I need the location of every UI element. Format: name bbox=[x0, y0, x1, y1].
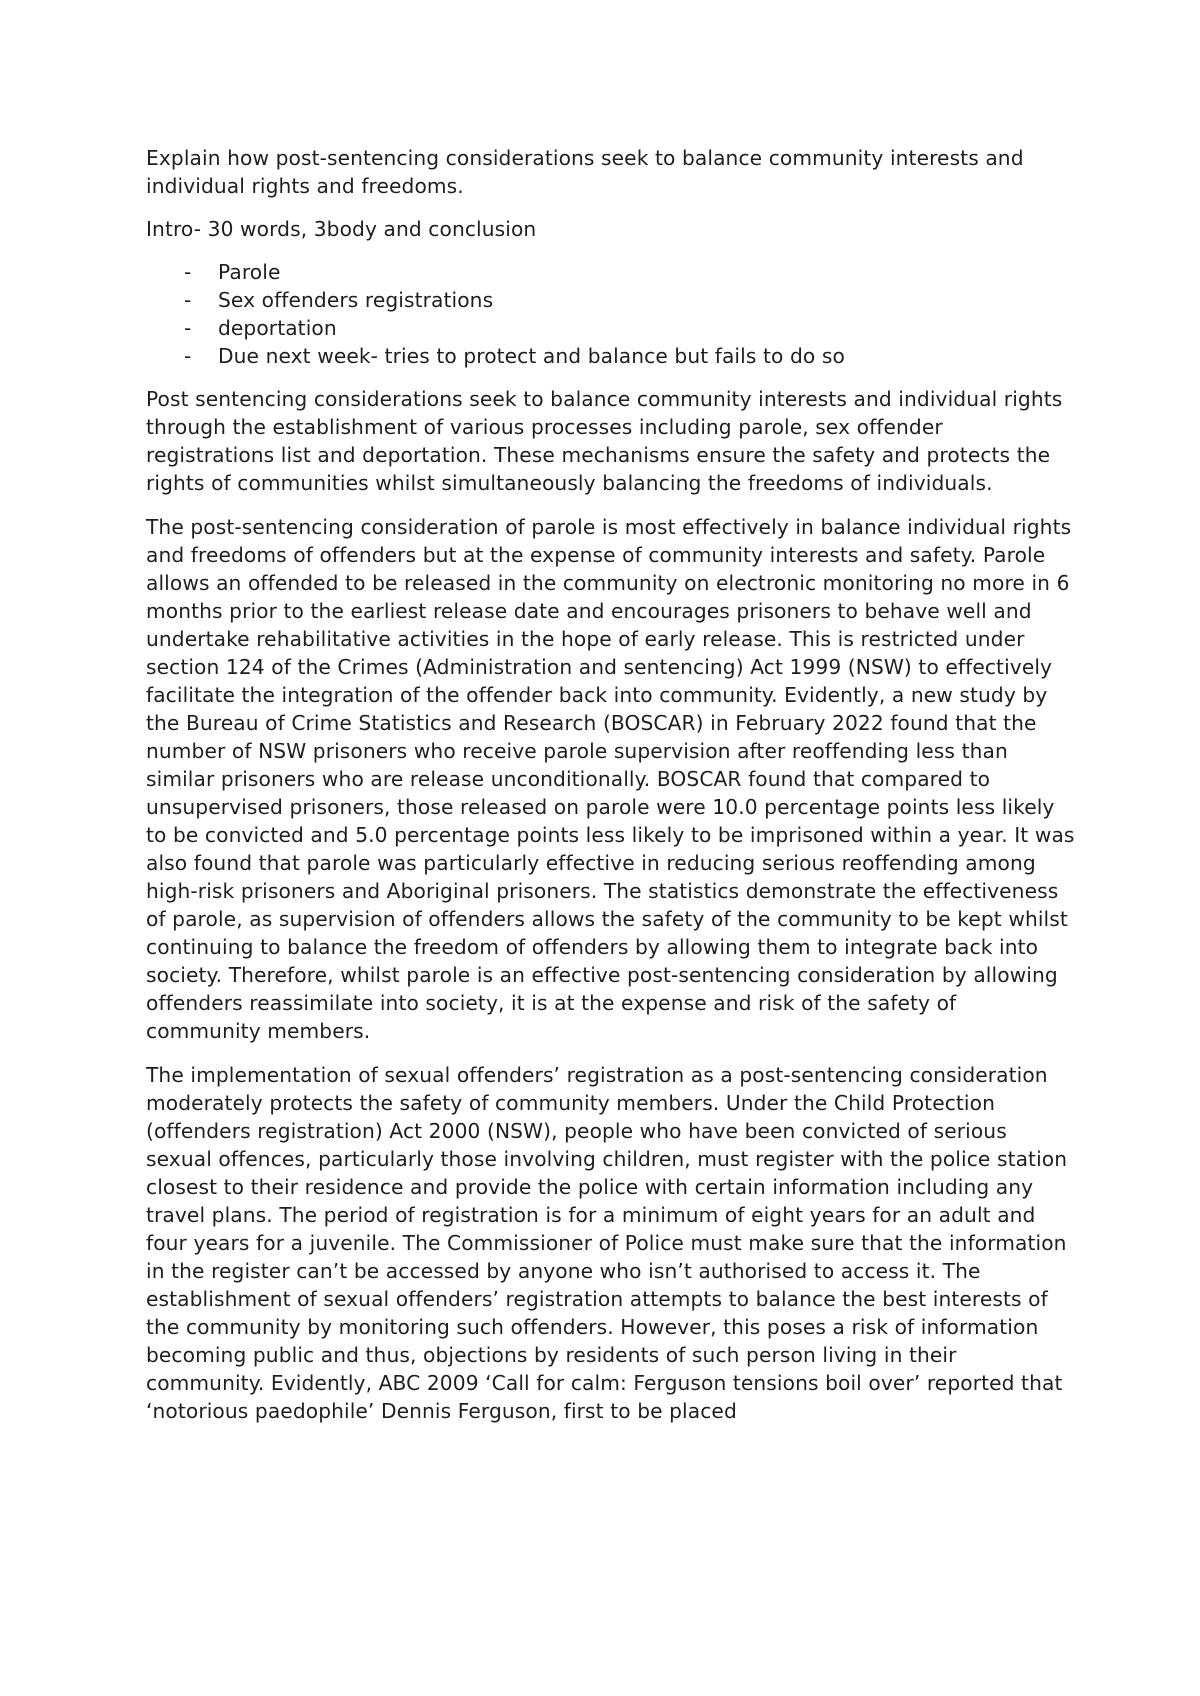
bullet-dash: - bbox=[184, 260, 192, 284]
list-item-text: Sex offenders registrations bbox=[218, 288, 494, 312]
list-item bbox=[146, 314, 1076, 342]
list-item bbox=[146, 286, 1076, 314]
document-page bbox=[146, 144, 1076, 1441]
list-item bbox=[146, 342, 1076, 370]
bullet-dash: - bbox=[184, 288, 192, 312]
bullet-list bbox=[146, 258, 1076, 370]
bullet-dash: - bbox=[184, 316, 192, 340]
structure-note: Intro- 30 words, 3body and conclusion bbox=[146, 217, 537, 241]
intro-paragraph: Post sentencing considerations seek to balance community interests and individual rights through the establishment of various processes including parole, sex offender registrations list and deportation. These mechanisms ensure the safety and protects the rights of communities whilst simultaneously balancing the freedoms of individuals. bbox=[146, 387, 1063, 495]
bullet-dash: - bbox=[184, 344, 192, 368]
list-item-text: Due next week- tries to protect and balance but fails to do so bbox=[218, 344, 845, 368]
essay-question: Explain how post-sentencing considerations seek to balance community interests and individual rights and freedoms. bbox=[146, 146, 1024, 198]
list-item-text: Parole bbox=[218, 260, 281, 284]
list-item bbox=[146, 258, 1076, 286]
body-paragraph-registration: The implementation of sexual offenders’ registration as a post-sentencing consideration moderately protects the safety of community members. Under the Child Protection (offenders registration) Act 2000 (NSW), people who have been convicted of serious sexual offences, particularly those involving children, must register with the police station closest to their residence and provide the police with certain information including any travel plans. The period of registration is for a minimum of eight years for an adult and four years for a juvenile. The Commissioner of Police must make sure that the information in the register can’t be accessed by anyone who isn’t authorised to access it. The establishment of sexual offenders’ registration attempts to balance the best interests of the community by monitoring such offenders. However, this poses a risk of information becoming public and thus, objections by residents of such person living in their community. Evidently, ABC 2009 ‘Call for calm: Ferguson tensions boil over’ reported that ‘notorious paedophile’ Dennis Ferguson, first to be placed bbox=[146, 1063, 1068, 1423]
list-item-text: deportation bbox=[218, 316, 337, 340]
body-paragraph-parole: The post-sentencing consideration of parole is most effectively in balance individual rights and freedoms of offenders but at the expense of community interests and safety. Parole allows an offended to be released in the community on electronic monitoring no more in 6 months prior to the earliest release date and encourages prisoners to behave well and undertake rehabilitative activities in the hope of early release. This is restricted under section 124 of the Crimes (Administration and sentencing) Act 1999 (NSW) to effectively facilitate the integration of the offender back into community. Evidently, a new study by the Bureau of Crime Statistics and Research (BOSCAR) in February 2022 found that the number of NSW prisoners who receive parole supervision after reoffending less than similar prisoners who are release unconditionally. BOSCAR found that compared to unsupervised prisoners, those released on parole were 10.0 percentage points less likely to be convicted and 5.0 percentage points less likely to be imprisoned within a year. It was also found that parole was particularly effective in reducing serious reoffending among high-risk prisoners and Aboriginal prisoners. The statistics demonstrate the effectiveness of parole, as supervision of offenders allows the safety of the community to be kept whilst continuing to balance the freedom of offenders by allowing them to integrate back into society. Therefore, whilst parole is an effective post-sentencing consideration by allowing offenders reassimilate into society, it is at the expense and risk of the safety of community members. bbox=[146, 515, 1075, 1043]
